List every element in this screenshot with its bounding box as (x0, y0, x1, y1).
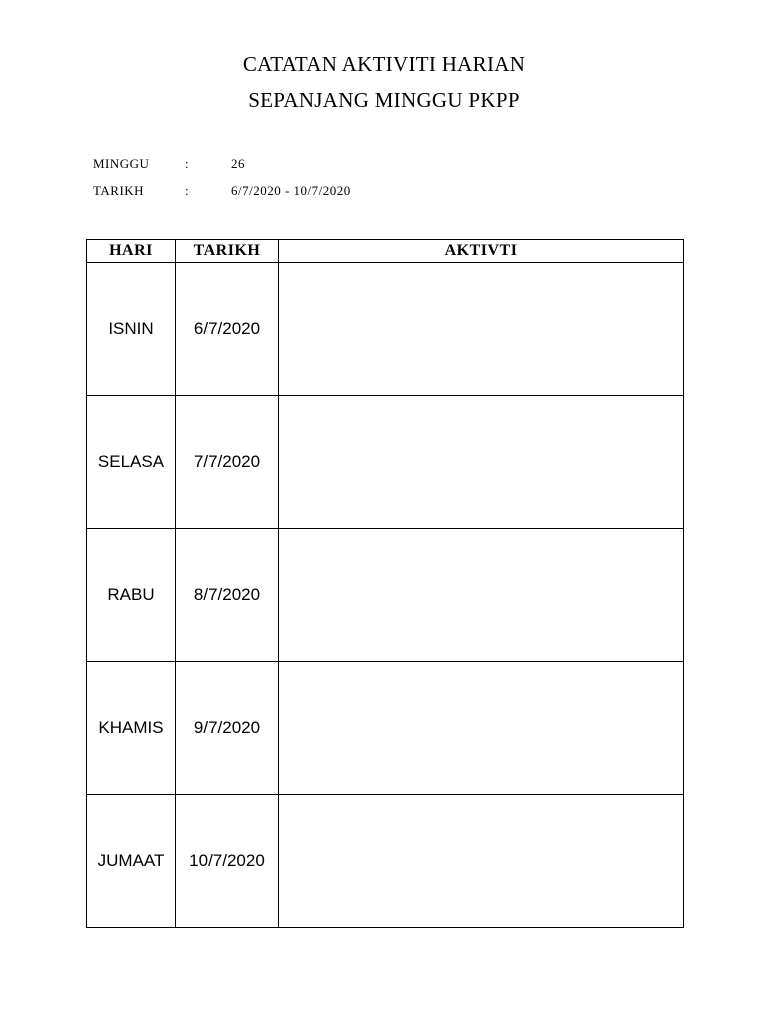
cell-tarikh: 8/7/2020 (176, 529, 279, 662)
tarikh-value: 6/7/2020 - 10/7/2020 (231, 183, 351, 198)
document-title: CATATAN AKTIVITI HARIAN (242, 52, 526, 76)
cell-aktiviti[interactable] (279, 662, 684, 795)
table-header-row (87, 240, 684, 263)
cell-tarikh: 7/7/2020 (176, 396, 279, 529)
cell-hari: JUMAAT (87, 795, 176, 928)
cell-hari: KHAMIS (87, 662, 176, 795)
header-tarikh: TARIKH (176, 240, 279, 263)
cell-tarikh: 6/7/2020 (176, 263, 279, 396)
table-row (87, 263, 684, 396)
cell-aktiviti[interactable] (279, 795, 684, 928)
cell-hari: RABU (87, 529, 176, 662)
table-row (87, 529, 684, 662)
tarikh-colon: : (185, 183, 190, 198)
cell-hari: SELASA (87, 396, 176, 529)
header-hari: HARI (87, 240, 176, 263)
table-row (87, 662, 684, 795)
cell-tarikh: 9/7/2020 (176, 662, 279, 795)
document-subtitle: SEPANJANG MINGGU PKPP (248, 88, 520, 112)
cell-aktiviti[interactable] (279, 529, 684, 662)
tarikh-label: TARIKH (93, 183, 145, 198)
minggu-label: MINGGU (93, 156, 150, 171)
minggu-value: 26 (231, 156, 245, 171)
header-aktiviti: AKTIVTI (279, 240, 684, 263)
cell-aktiviti[interactable] (279, 263, 684, 396)
activity-log-table (86, 239, 684, 928)
cell-tarikh: 10/7/2020 (176, 795, 279, 928)
minggu-colon: : (185, 156, 190, 171)
table-row (87, 396, 684, 529)
table-row (87, 795, 684, 928)
cell-hari: ISNIN (87, 263, 176, 396)
cell-aktiviti[interactable] (279, 396, 684, 529)
